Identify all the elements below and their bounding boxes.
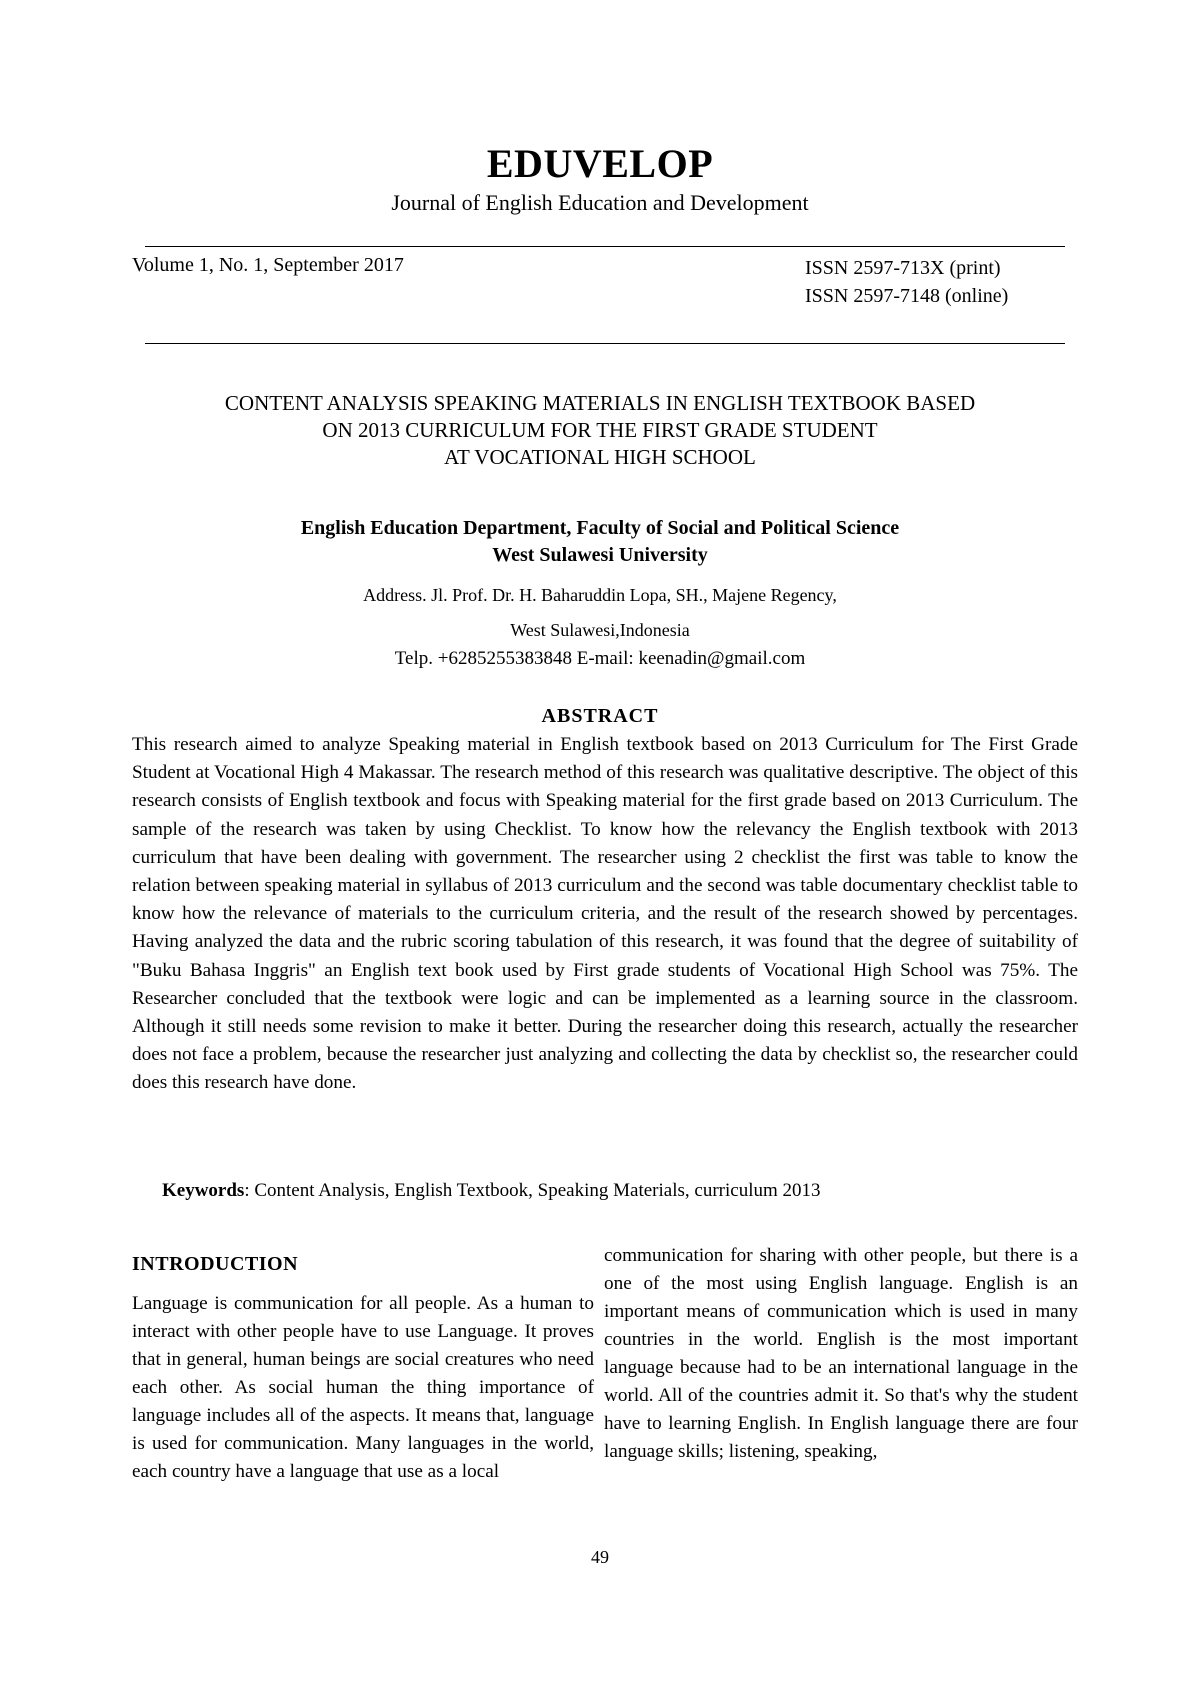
- header-top-rule: [145, 246, 1065, 247]
- title-line-2: ON 2013 CURRICULUM FOR THE FIRST GRADE STUDENT: [322, 418, 878, 442]
- keywords: [162, 1180, 1082, 1202]
- affiliation: [120, 515, 1080, 569]
- abstract-heading: ABSTRACT: [541, 705, 659, 727]
- journal-subtitle: Journal of English Education and Development: [391, 190, 809, 215]
- issn-block: [805, 254, 1008, 310]
- page-number: 49: [591, 1547, 609, 1567]
- affiliation-line-1: English Education Department, Faculty of Social and Political Science: [300, 517, 900, 539]
- affiliation-line-2: West Sulawesi University: [492, 544, 708, 566]
- issn-online: ISSN 2597-7148 (online): [805, 285, 1009, 307]
- title-line-3: AT VOCATIONAL HIGH SCHOOL: [444, 445, 756, 469]
- issn-print: ISSN 2597-713X (print): [805, 257, 1001, 279]
- introduction-heading: INTRODUCTION: [132, 1253, 299, 1275]
- introduction-left-column: Language is communication for all people. As a human to interact with other people have to use Language. It proves that in general, human beings are social creatures who need each other. As social human the thing importance of language includes all of the aspects. It means that, language is used for communication. Many languages in the world, each country have a language that use as a local: [132, 1293, 594, 1482]
- volume-info: Volume 1, No. 1, September 2017: [132, 254, 404, 276]
- introduction-right-column: communication for sharing with other people, but there is a one of the most using English language. English is an important means of communication which is used in many countries in the world. English is the most important language because had to be an international language in the world. All of the countries admit it. So that's why the student have to learning English. In English language there are four language skills; listening, speaking,: [604, 1245, 1078, 1462]
- address-line-2: West Sulawesi,Indonesia: [510, 620, 690, 640]
- header-bottom-rule: [145, 343, 1065, 344]
- journal-name: EDUVELOP: [486, 141, 714, 186]
- address-line-1: Address. Jl. Prof. Dr. H. Baharuddin Lopa, SH., Majene Regency,: [363, 585, 837, 605]
- abstract-text: This research aimed to analyze Speaking material in English textbook based on 2013 Curriculum for The First Grade Student at Vocational High 4 Makassar. The research method of this research was qualitative descriptive. The object of this research consists of English textbook and focus with Speaking material for the first grade based on 2013 Curriculum. The sample of the research was taken by using Checklist. To know how the relevancy the English textbook with 2013 curriculum that have been dealing with government. The researcher using 2 checklist the first was table to know the relation between speaking material in syllabus of 2013 curriculum and the second was table documentary checklist table to know how the relevance of materials to the curriculum criteria, and the result of the research showed by percentages. Having analyzed the data and the rubric scoring tabulation of this research, it was found that the degree of suitability of "Buku Bahasa Inggris" an English text book used by First grade students of Vocational High School was 75%. The Researcher concluded that the textbook were logic and can be implemented as a learning source in the classroom. Although it still needs some revision to make it better. During the researcher doing this research, actually the researcher does not face a problem, because the researcher just analyzing and collecting the data by checklist so, the researcher could does this research have done.: [132, 734, 1078, 1094]
- title-line-1: CONTENT ANALYSIS SPEAKING MATERIALS IN ENGLISH TEXTBOOK BASED: [224, 391, 976, 415]
- keywords-label: Keywords: [162, 1180, 245, 1201]
- paper-title: [120, 390, 1080, 471]
- contact-info: Telp. +6285255383848 E-mail: keenadin@gmail.com: [394, 648, 806, 669]
- keywords-text: : Content Analysis, English Textbook, Speaking Materials, curriculum 2013: [244, 1180, 821, 1201]
